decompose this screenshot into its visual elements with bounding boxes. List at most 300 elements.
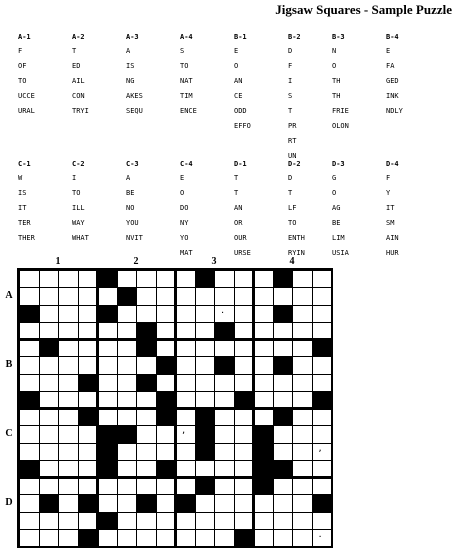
clue-fragment: D: [288, 47, 293, 55]
clue-column-c-4: [180, 157, 234, 261]
grid-cell[interactable]: [117, 529, 138, 547]
grid-cell[interactable]: [78, 512, 99, 530]
grid-cell[interactable]: [214, 512, 235, 530]
grid-cell[interactable]: [292, 494, 313, 512]
grid-cell[interactable]: [19, 529, 40, 547]
grid-cell[interactable]: [273, 443, 294, 461]
grid-cell[interactable]: [195, 287, 216, 305]
grid-cell[interactable]: [58, 270, 79, 288]
clue-fragment: I: [288, 77, 293, 85]
grid-cell[interactable]: [156, 512, 177, 530]
clue-fragment: O: [234, 62, 239, 70]
grid-cell-black: [156, 408, 177, 426]
grid-cell[interactable]: [58, 305, 79, 323]
grid-cell[interactable]: [136, 408, 157, 426]
grid-cell[interactable]: [39, 425, 60, 443]
clue-fragment: URSE: [234, 249, 251, 257]
grid-cell[interactable]: [253, 512, 274, 530]
grid-cell[interactable]: [273, 339, 294, 357]
clue-fragment: OR: [234, 219, 243, 227]
grid-cell[interactable]: [19, 339, 40, 357]
grid-cell[interactable]: [214, 443, 235, 461]
grid-cell-black: [117, 425, 138, 443]
grid-cell[interactable]: [39, 477, 60, 495]
grid-cell-black: [195, 270, 216, 288]
clue-fragment: D: [288, 174, 293, 182]
grid-cell[interactable]: [234, 339, 255, 357]
clue-column-b-3: [332, 30, 386, 134]
clue-heading: D-4: [386, 160, 399, 168]
clue-fragment: F: [386, 174, 391, 182]
grid-cell[interactable]: [175, 270, 196, 288]
clue-fragment: CE: [234, 92, 243, 100]
grid-cell[interactable]: [292, 477, 313, 495]
grid-cell[interactable]: [39, 374, 60, 392]
grid-cell[interactable]: [312, 443, 333, 461]
grid-cell[interactable]: [273, 287, 294, 305]
grid-cell[interactable]: [234, 443, 255, 461]
grid-cell[interactable]: [156, 443, 177, 461]
block-divider-horizontal: [19, 476, 331, 479]
grid-cell[interactable]: [136, 356, 157, 374]
grid-cell[interactable]: [58, 374, 79, 392]
grid-cell-black: [78, 529, 99, 547]
grid-cell[interactable]: [58, 443, 79, 461]
clue-fragment: WHAT: [72, 234, 89, 242]
clue-column-b-4: [386, 30, 440, 119]
clue-fragment: NG: [126, 77, 135, 85]
clue-heading: C-4: [180, 160, 193, 168]
clue-fragment: TH: [332, 77, 341, 85]
clue-heading: B-3: [332, 33, 345, 41]
grid-cell-black: [214, 356, 235, 374]
clue-heading: A-4: [180, 33, 193, 41]
grid-cell[interactable]: [214, 305, 235, 323]
grid-cell[interactable]: [19, 494, 40, 512]
clue-column-c-3: [126, 157, 180, 246]
grid-cell[interactable]: [78, 339, 99, 357]
grid-cell[interactable]: [136, 443, 157, 461]
grid-cell[interactable]: [19, 408, 40, 426]
grid-cell[interactable]: [39, 305, 60, 323]
clue-fragment: UN: [288, 152, 297, 160]
grid-cell[interactable]: [156, 425, 177, 443]
grid-cell-black: [253, 443, 274, 461]
grid-cell[interactable]: [156, 494, 177, 512]
grid-cell[interactable]: [19, 443, 40, 461]
row-label-c: C: [5, 427, 13, 439]
grid-cell[interactable]: [234, 287, 255, 305]
grid-cell[interactable]: [58, 339, 79, 357]
grid-cell[interactable]: [195, 529, 216, 547]
grid-cell[interactable]: [292, 270, 313, 288]
grid-cell[interactable]: [175, 512, 196, 530]
grid-cell[interactable]: [117, 339, 138, 357]
grid-cell-black: [253, 477, 274, 495]
grid-cell[interactable]: [136, 477, 157, 495]
grid-cell[interactable]: [19, 512, 40, 530]
clue-heading: C-2: [72, 160, 85, 168]
grid-cell[interactable]: [58, 408, 79, 426]
grid-cell[interactable]: [156, 270, 177, 288]
clue-fragment: TER: [18, 219, 31, 227]
grid-cell-black: [195, 425, 216, 443]
grid-cell[interactable]: [214, 425, 235, 443]
grid-cell-black: [97, 305, 118, 323]
grid-cell[interactable]: [78, 287, 99, 305]
grid-cell[interactable]: [195, 339, 216, 357]
grid-cell[interactable]: [273, 477, 294, 495]
grid-cell[interactable]: [97, 374, 118, 392]
grid-cell[interactable]: [156, 374, 177, 392]
clue-fragment: T: [234, 189, 239, 197]
grid-cell[interactable]: [253, 529, 274, 547]
grid-cell-black: [195, 408, 216, 426]
grid-cell[interactable]: [117, 443, 138, 461]
clue-column-a-2: [72, 30, 126, 119]
grid-cell[interactable]: [117, 270, 138, 288]
clue-fragment: O: [332, 62, 337, 70]
grid-cell[interactable]: [78, 477, 99, 495]
grid-cell[interactable]: [312, 270, 333, 288]
grid-cell-black: [136, 374, 157, 392]
clue-fragment: TO: [18, 77, 27, 85]
grid-cell[interactable]: [312, 408, 333, 426]
column-label-4: 4: [289, 256, 295, 267]
grid-cell-black: [39, 494, 60, 512]
grid-cell[interactable]: [156, 339, 177, 357]
grid-cell[interactable]: [312, 425, 333, 443]
grid-cell[interactable]: [195, 305, 216, 323]
grid-cell[interactable]: [253, 356, 274, 374]
clue-fragment: TO: [288, 219, 297, 227]
grid-cell[interactable]: [58, 529, 79, 547]
grid-cell[interactable]: [97, 287, 118, 305]
grid-cell[interactable]: [78, 356, 99, 374]
grid-cell[interactable]: [39, 512, 60, 530]
clue-fragment: YO: [180, 234, 189, 242]
clue-column-c-1: [18, 157, 72, 246]
grid-cell[interactable]: [175, 443, 196, 461]
grid-cell[interactable]: [58, 356, 79, 374]
clue-heading: A-1: [18, 33, 31, 41]
grid-cell[interactable]: [78, 305, 99, 323]
grid-cell[interactable]: [253, 270, 274, 288]
grid-cell[interactable]: [97, 529, 118, 547]
grid-cell-black: [312, 494, 333, 512]
grid-cell-black: [136, 494, 157, 512]
grid-cell[interactable]: [39, 529, 60, 547]
grid-cell[interactable]: [175, 408, 196, 426]
clue-fragment: OLON: [332, 122, 349, 130]
grid-cell[interactable]: [58, 425, 79, 443]
grid-cell[interactable]: [39, 408, 60, 426]
grid-cell[interactable]: [175, 374, 196, 392]
grid-cell[interactable]: [117, 477, 138, 495]
clue-fragment: AIL: [72, 77, 85, 85]
grid-cell[interactable]: [292, 287, 313, 305]
grid-cell[interactable]: [175, 356, 196, 374]
grid-cell[interactable]: [19, 356, 40, 374]
clue-column-a-1: [18, 30, 72, 119]
grid-cell[interactable]: [97, 477, 118, 495]
clue-column-a-3: [126, 30, 180, 119]
grid-cell[interactable]: [39, 287, 60, 305]
grid-cell[interactable]: [78, 270, 99, 288]
clue-fragment: URAL: [18, 107, 35, 115]
clue-fragment: RYIN: [288, 249, 305, 257]
grid-cell[interactable]: [292, 529, 313, 547]
clue-fragment: W: [18, 174, 23, 182]
grid-cell[interactable]: [19, 270, 40, 288]
grid-cell[interactable]: [117, 305, 138, 323]
grid-cell[interactable]: [175, 305, 196, 323]
grid-cell[interactable]: [312, 529, 333, 547]
grid-cell[interactable]: [312, 374, 333, 392]
grid-cell[interactable]: [312, 305, 333, 323]
clue-heading: B-1: [234, 33, 247, 41]
grid-cell[interactable]: [234, 374, 255, 392]
clue-fragment: E: [234, 47, 239, 55]
row-label-b: B: [5, 358, 13, 370]
grid-cell[interactable]: [78, 425, 99, 443]
row-label-a: A: [5, 289, 13, 301]
puzzle-grid[interactable]: [17, 268, 333, 548]
clue-fragment: YOU: [126, 219, 139, 227]
grid-cell[interactable]: [214, 287, 235, 305]
grid-cell[interactable]: [312, 477, 333, 495]
grid-cell[interactable]: [253, 494, 274, 512]
grid-cell-black: [273, 408, 294, 426]
grid-cell[interactable]: [39, 270, 60, 288]
clue-fragment: AN: [234, 77, 243, 85]
clue-fragment: S: [288, 92, 293, 100]
grid-cell[interactable]: [292, 408, 313, 426]
grid-cell[interactable]: [214, 494, 235, 512]
clue-fragment: AG: [332, 204, 341, 212]
grid-cell[interactable]: [195, 374, 216, 392]
clue-fragment: WAY: [72, 219, 85, 227]
grid-cell[interactable]: [78, 443, 99, 461]
clue-fragment: FA: [386, 62, 395, 70]
clue-fragment: NDLY: [386, 107, 403, 115]
grid-cell[interactable]: [156, 287, 177, 305]
grid-cell[interactable]: [214, 408, 235, 426]
grid-cell-black: [175, 494, 196, 512]
clue-fragment: IT: [386, 204, 395, 212]
grid-cell[interactable]: [253, 305, 274, 323]
grid-cell[interactable]: [175, 529, 196, 547]
grid-cell[interactable]: [292, 356, 313, 374]
grid-cell[interactable]: [273, 529, 294, 547]
grid-cell[interactable]: [292, 425, 313, 443]
clue-fragment: AIN: [386, 234, 399, 242]
clue-fragment: TIM: [180, 92, 193, 100]
grid-cell[interactable]: [58, 477, 79, 495]
grid-cell[interactable]: [175, 339, 196, 357]
grid-cell[interactable]: [253, 339, 274, 357]
clue-column-c-2: [72, 157, 126, 246]
grid-cell[interactable]: [214, 529, 235, 547]
grid-cell[interactable]: [136, 512, 157, 530]
clue-fragment: FRIE: [332, 107, 349, 115]
clue-column-d-3: [332, 157, 386, 261]
clue-fragment: MAT: [180, 249, 193, 257]
grid-cell[interactable]: [292, 443, 313, 461]
grid-cell[interactable]: [19, 477, 40, 495]
grid-cell[interactable]: [292, 512, 313, 530]
grid-cell[interactable]: [273, 425, 294, 443]
clue-fragment: F: [288, 62, 293, 70]
grid-cell[interactable]: [234, 408, 255, 426]
clue-heading: D-1: [234, 160, 247, 168]
clue-fragment: SEQU: [126, 107, 143, 115]
grid-cell-black: [78, 494, 99, 512]
grid-cell[interactable]: [234, 425, 255, 443]
grid-cell[interactable]: [156, 477, 177, 495]
grid-cell-black: [19, 305, 40, 323]
grid-cell[interactable]: [292, 305, 313, 323]
clue-heading: B-4: [386, 33, 399, 41]
grid-cell[interactable]: [292, 374, 313, 392]
grid-cell[interactable]: [253, 287, 274, 305]
clue-fragment: NAT: [180, 77, 193, 85]
clue-fragment: O: [332, 189, 337, 197]
grid-cell[interactable]: [234, 477, 255, 495]
clue-fragment: Y: [386, 189, 391, 197]
grid-cell-black: [273, 356, 294, 374]
grid-cell[interactable]: [156, 305, 177, 323]
grid-cell-black: [253, 425, 274, 443]
clue-column-d-1: [234, 157, 288, 261]
grid-cell[interactable]: [312, 287, 333, 305]
clue-fragment: ENTH: [288, 234, 305, 242]
grid-cell[interactable]: [253, 374, 274, 392]
grid-cell[interactable]: [19, 287, 40, 305]
grid-cell[interactable]: [136, 305, 157, 323]
column-label-1: 1: [55, 256, 61, 267]
grid-cell-black: [195, 477, 216, 495]
clue-fragment: LIM: [332, 234, 345, 242]
clue-column-d-4: [386, 157, 440, 261]
clue-fragment: AKES: [126, 92, 143, 100]
clue-fragment: ODD: [234, 107, 247, 115]
clue-fragment: GED: [386, 77, 399, 85]
grid-cell[interactable]: [195, 356, 216, 374]
grid-cell[interactable]: [97, 339, 118, 357]
clue-fragment: E: [180, 174, 185, 182]
grid-cell-black: [117, 287, 138, 305]
block-divider-horizontal: [19, 407, 331, 410]
grid-cell[interactable]: [39, 356, 60, 374]
grid-cell[interactable]: [117, 494, 138, 512]
clue-fragment: A: [126, 47, 131, 55]
grid-cell[interactable]: [234, 270, 255, 288]
grid-cell-black: [97, 425, 118, 443]
column-label-3: 3: [211, 256, 217, 267]
clue-fragment: NY: [180, 219, 189, 227]
grid-cell[interactable]: [175, 287, 196, 305]
grid-cell[interactable]: [214, 374, 235, 392]
clue-fragment: S: [180, 47, 185, 55]
grid-cell[interactable]: [58, 287, 79, 305]
grid-cell[interactable]: [136, 287, 157, 305]
grid-cell[interactable]: [195, 494, 216, 512]
grid-cell[interactable]: [214, 477, 235, 495]
grid-cell[interactable]: [117, 356, 138, 374]
clue-fragment: ENCE: [180, 107, 197, 115]
clue-fragment: ED: [72, 62, 81, 70]
grid-cell[interactable]: [136, 270, 157, 288]
clue-fragment: UCCE: [18, 92, 35, 100]
grid-cell[interactable]: [136, 425, 157, 443]
grid-cell[interactable]: [234, 494, 255, 512]
clue-fragment: E: [386, 47, 391, 55]
grid-cell[interactable]: [175, 425, 196, 443]
clue-fragment: T: [288, 107, 293, 115]
grid-cell-black: [312, 339, 333, 357]
grid-cell[interactable]: [117, 408, 138, 426]
grid-cell[interactable]: [292, 339, 313, 357]
grid-cell-black: [234, 529, 255, 547]
grid-cell[interactable]: [253, 408, 274, 426]
grid-cell[interactable]: [97, 494, 118, 512]
grid-cell[interactable]: [19, 425, 40, 443]
grid-cell[interactable]: [234, 305, 255, 323]
clue-fragment: INK: [386, 92, 399, 100]
grid-cell[interactable]: [214, 339, 235, 357]
grid-cell[interactable]: [97, 408, 118, 426]
grid-cell-black: [39, 339, 60, 357]
grid-cell-black: [136, 339, 157, 357]
clue-fragment: TO: [72, 189, 81, 197]
column-label-2: 2: [133, 256, 139, 267]
grid-cell[interactable]: [58, 494, 79, 512]
grid-cell[interactable]: [117, 512, 138, 530]
grid-cell[interactable]: [234, 356, 255, 374]
clue-fragment: G: [332, 174, 337, 182]
grid-cell[interactable]: [312, 512, 333, 530]
clue-fragment: T: [72, 47, 77, 55]
clue-fragment: O: [180, 189, 185, 197]
clue-heading: C-3: [126, 160, 139, 168]
grid-cell[interactable]: [312, 356, 333, 374]
grid-cell-black: [97, 270, 118, 288]
grid-cell[interactable]: [175, 477, 196, 495]
grid-cell-black: [273, 305, 294, 323]
clue-fragment: NVIT: [126, 234, 143, 242]
grid-cell[interactable]: [19, 374, 40, 392]
clue-fragment: EFFO: [234, 122, 251, 130]
clue-fragment: AN: [234, 204, 243, 212]
clue-fragment: OUR: [234, 234, 247, 242]
grid-cell[interactable]: [156, 529, 177, 547]
grid-cell[interactable]: [58, 512, 79, 530]
grid-cell[interactable]: [273, 494, 294, 512]
grid-cell[interactable]: [273, 512, 294, 530]
grid-cell[interactable]: [117, 374, 138, 392]
grid-cell[interactable]: [234, 512, 255, 530]
grid-cell[interactable]: [195, 512, 216, 530]
grid-cell[interactable]: [214, 270, 235, 288]
grid-cell[interactable]: [273, 374, 294, 392]
grid-cell[interactable]: [136, 529, 157, 547]
clue-heading: B-2: [288, 33, 301, 41]
row-label-d: D: [5, 496, 13, 508]
grid-cell[interactable]: [97, 356, 118, 374]
clue-fragment: IT: [18, 204, 27, 212]
grid-cell[interactable]: [39, 443, 60, 461]
